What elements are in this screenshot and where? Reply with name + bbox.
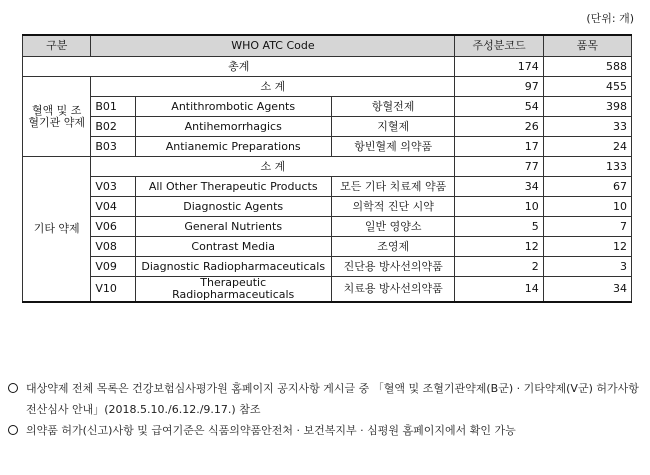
item-count: 12 <box>543 237 631 257</box>
table-row <box>23 177 632 197</box>
atc-name-en: Antianemic Preparations <box>135 137 331 157</box>
subtotal-label: 소 계 <box>91 77 455 97</box>
atc-name-ko: 지혈제 <box>331 117 455 137</box>
atc-code: B03 <box>91 137 135 157</box>
subtotal-count: 455 <box>543 77 631 97</box>
atc-code: V06 <box>91 217 135 237</box>
total-row <box>23 57 632 77</box>
item-count: 398 <box>543 97 631 117</box>
ingredient-code-count: 14 <box>455 277 543 303</box>
item-count: 33 <box>543 117 631 137</box>
subtotal-row <box>23 77 632 97</box>
circle-bullet-icon <box>8 425 18 435</box>
atc-table <box>22 34 632 303</box>
atc-name-ko: 항혈전제 <box>331 97 455 117</box>
atc-code: V10 <box>91 277 135 303</box>
atc-name-ko: 의학적 진단 시약 <box>331 197 455 217</box>
ingredient-code-count: 12 <box>455 237 543 257</box>
atc-name-en: Diagnostic Agents <box>135 197 331 217</box>
ingredient-code-count: 17 <box>455 137 543 157</box>
item-count: 7 <box>543 217 631 237</box>
subtotal-count: 133 <box>543 157 631 177</box>
circle-bullet-icon <box>8 383 18 393</box>
unit-note: (단위: 개) <box>586 12 634 25</box>
total-count: 588 <box>543 57 631 77</box>
ingredient-code-count: 54 <box>455 97 543 117</box>
atc-name-en: Antihemorrhagics <box>135 117 331 137</box>
ingredient-code-count: 10 <box>455 197 543 217</box>
table-row <box>23 97 632 117</box>
atc-name-ko: 진단용 방사선의약품 <box>331 257 455 277</box>
header-atc: WHO ATC Code <box>91 35 455 57</box>
subtotal-code: 77 <box>455 157 543 177</box>
ingredient-code-count: 5 <box>455 217 543 237</box>
header-count: 품목 <box>543 35 631 57</box>
atc-name-ko: 항빈혈제 의약품 <box>331 137 455 157</box>
ingredient-code-count: 2 <box>455 257 543 277</box>
note-item <box>8 420 644 441</box>
item-count: 3 <box>543 257 631 277</box>
ingredient-code-count: 26 <box>455 117 543 137</box>
table-row <box>23 257 632 277</box>
header-category: 구분 <box>23 35 91 57</box>
item-count: 67 <box>543 177 631 197</box>
group-name: 혈액 및 조혈기관 약제 <box>23 77 91 157</box>
table-row <box>23 237 632 257</box>
table-row <box>23 277 632 303</box>
subtotal-code: 97 <box>455 77 543 97</box>
table-row <box>23 137 632 157</box>
subtotal-row <box>23 157 632 177</box>
atc-code: B02 <box>91 117 135 137</box>
atc-code: V08 <box>91 237 135 257</box>
atc-name-ko: 모든 기타 치료제 약품 <box>331 177 455 197</box>
atc-name-en: Diagnostic Radiopharmaceuticals <box>135 257 331 277</box>
table-row <box>23 117 632 137</box>
atc-name-en: Contrast Media <box>135 237 331 257</box>
total-code: 174 <box>455 57 543 77</box>
atc-name-ko: 치료용 방사선의약품 <box>331 277 455 303</box>
item-count: 10 <box>543 197 631 217</box>
atc-code: B01 <box>91 97 135 117</box>
table-row <box>23 217 632 237</box>
item-count: 34 <box>543 277 631 303</box>
atc-name-en: Antithrombotic Agents <box>135 97 331 117</box>
atc-name-en: Therapeutic Radiopharmaceuticals <box>135 277 331 303</box>
atc-code: V04 <box>91 197 135 217</box>
subtotal-label: 소 계 <box>91 157 455 177</box>
item-count: 24 <box>543 137 631 157</box>
atc-code: V03 <box>91 177 135 197</box>
atc-name-en: General Nutrients <box>135 217 331 237</box>
group-name: 기타 약제 <box>23 157 91 303</box>
table-row <box>23 197 632 217</box>
note-text: 대상약제 전체 목록은 건강보험심사평가원 홈페이지 공지사항 게시글 중 「혈액 및 조혈기관약제(B군) · 기타약제(V군) 허가사항 전산심사 안내」(2018.5.10./6.12./9.17.) 참조 <box>26 382 639 416</box>
notes <box>8 378 644 441</box>
atc-code: V09 <box>91 257 135 277</box>
atc-name-ko: 조영제 <box>331 237 455 257</box>
table-header-row <box>23 35 632 57</box>
header-code: 주성분코드 <box>455 35 543 57</box>
ingredient-code-count: 34 <box>455 177 543 197</box>
atc-name-en: All Other Therapeutic Products <box>135 177 331 197</box>
note-item <box>8 378 644 420</box>
atc-name-ko: 일반 영양소 <box>331 217 455 237</box>
total-label: 총계 <box>23 57 455 77</box>
note-text: 의약품 허가(신고)사항 및 급여기준은 식품의약품안전처 · 보건복지부 · 심평원 홈페이지에서 확인 가능 <box>26 424 516 437</box>
